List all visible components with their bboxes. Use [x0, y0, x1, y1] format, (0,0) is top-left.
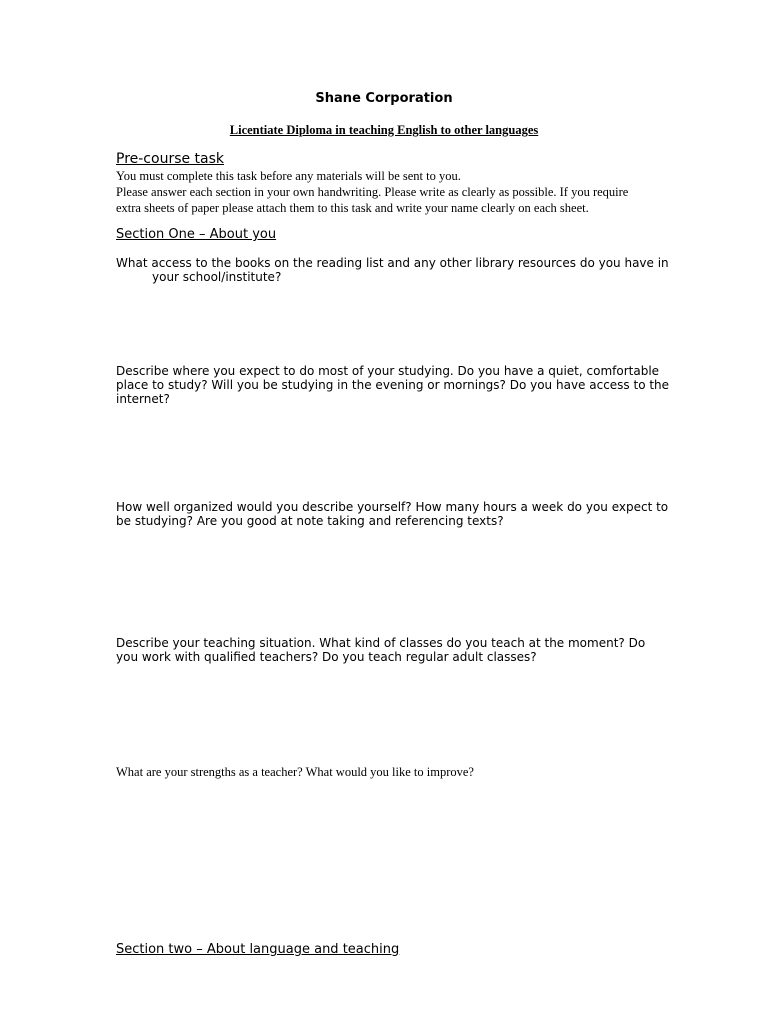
question-2 — [116, 364, 669, 406]
question-2-line: internet? — [116, 392, 170, 406]
question-4-line: Describe your teaching situation. What kind of classes do you teach at the moment? Do — [116, 636, 646, 650]
intro-line: You must complete this task before any materials will be sent to you. — [116, 169, 461, 183]
question-3 — [116, 500, 668, 528]
question-5: What are your strengths as a teacher? What would you like to improve? — [116, 765, 474, 779]
question-1-line-2: your school/institute? — [152, 270, 282, 284]
intro-paragraph — [116, 168, 628, 216]
question-3-line: How well organized would you describe yourself? How many hours a week do you expect to — [116, 500, 669, 514]
intro-line: extra sheets of paper please attach them to this task and write your name clearly on each sheet. — [116, 201, 589, 215]
company-name: Shane Corporation — [315, 91, 453, 106]
intro-line: Please answer each section in your own handwriting. Please write as clearly as possible. If you require — [116, 185, 629, 199]
question-2-line: place to study? Will you be studying in the evening or mornings? Do you have access to the — [116, 378, 670, 392]
section-one-heading: Section One – About you — [116, 227, 277, 242]
diploma-title: Licentiate Diploma in teaching English to other languages — [229, 123, 539, 137]
question-3-line: be studying? Are you good at note taking and referencing texts? — [116, 514, 504, 528]
question-4 — [116, 636, 645, 664]
section-two-heading: Section two – About language and teaching — [116, 942, 400, 957]
question-4-line: you work with qualified teachers? Do you teach regular adult classes? — [116, 650, 537, 664]
question-2-line: Describe where you expect to do most of your studying. Do you have a quiet, comfortable — [116, 364, 660, 378]
precourse-heading: Pre-course task — [116, 151, 225, 167]
question-1-line-1: What access to the books on the reading list and any other library resources do you have in — [116, 256, 669, 270]
